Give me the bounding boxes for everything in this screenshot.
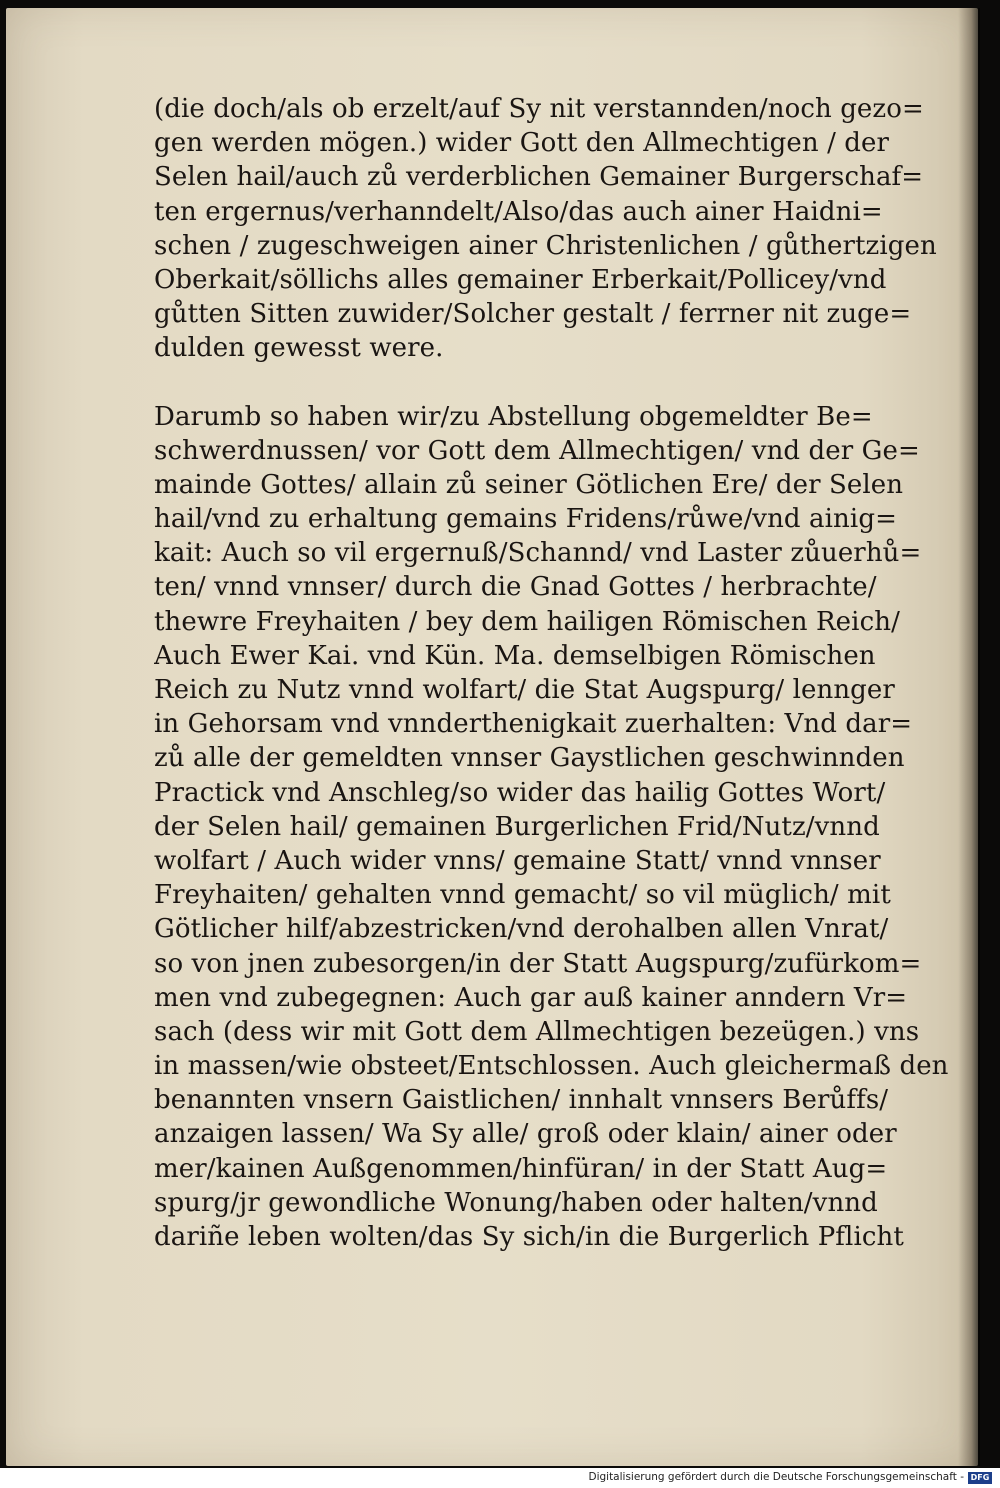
text-line: gen werden mögen.) wider Gott den Allmechtigen / der: [154, 128, 890, 159]
text-line: mainde Gottes/ allain zů seiner Götlichen Ere/ der Selen: [154, 469, 904, 500]
text-line: (die doch/als ob erzelt/auf Sy nit verstannden/noch gezo=: [154, 94, 924, 124]
text-line: spurg/jr gewondliche Wonung/haben oder halten/vnnd: [154, 1187, 878, 1218]
text-line: schen / zugeschweigen ainer Christenlichen / gůthertzigen: [154, 230, 937, 261]
text-line: mer/kainen Außgenommen/hinfüran/ in der Statt Aug=: [154, 1153, 888, 1184]
paragraph-1: [154, 92, 954, 366]
text-line: Practick vnd Anschleg/so wider das hailig Gottes Wort/: [154, 777, 886, 808]
text-line: in Gehorsam vnd vnnderthenigkait zuerhalten: Vnd dar=: [154, 709, 913, 740]
text-line: der Selen hail/ gemainen Burgerlichen Frid/Nutz/vnnd: [154, 811, 880, 842]
text-line: ten ergernus/verhanndelt/Also/das auch ainer Haidni=: [154, 196, 883, 227]
text-line: hail/vnd zu erhaltung gemains Fridens/růwe/vnd ainig=: [154, 504, 897, 535]
text-line: Reich zu Nutz vnnd wolfart/ die Stat Augspurg/ lennger: [154, 675, 895, 705]
text-line: wolfart / Auch wider vnns/ gemaine Statt/ vnnd vnnser: [154, 845, 881, 876]
text-line: dariñe leben wolten/das Sy sich/in die Burgerlich Pflicht: [154, 1222, 904, 1252]
text-line: in massen/wie obsteet/Entschlossen. Auch gleichermaß den: [154, 1051, 949, 1082]
dfg-logo: DFG: [968, 1472, 992, 1484]
text-line: Auch Ewer Kai. vnd Kün. Ma. demselbigen Römischen: [154, 640, 876, 671]
text-line: Darumb so haben wir/zu Abstellung obgemeldter Be=: [154, 401, 873, 432]
text-line: Freyhaiten/ gehalten vnnd gemacht/ so vil müglich/ mit: [154, 880, 891, 911]
text-line: sach (dess wir mit Gott dem Allmechtigen bezeügen.) vns: [154, 1016, 920, 1047]
text-line: thewre Freyhaiten / bey dem hailigen Römischen Reich/: [154, 606, 900, 637]
text-line: Selen hail/auch zů verderblichen Gemainer Burgerschaf=: [154, 162, 924, 193]
text-line: gůtten Sitten zuwider/Solcher gestalt / ferrner nit zuge=: [154, 299, 912, 330]
paragraph-gap: [154, 366, 954, 400]
text-line: Götlicher hilf/abzestricken/vnd derohalben allen Vnrat/: [154, 914, 889, 945]
text-line: benannten vnsern Gaistlichen/ innhalt vnnsers Berůffs/: [154, 1085, 889, 1116]
text-line: so von jnen zubesorgen/in der Statt Augspurg/zufürkom=: [154, 948, 922, 979]
text-line: Oberkait/söllichs alles gemainer Erberkait/Pollicey/vnd: [154, 264, 887, 295]
text-line: zů alle der gemeldten vnnser Gaystlichen geschwinnden: [154, 743, 905, 774]
funding-credit: Digitalisierung gefördert durch die Deutsche Forschungsgemeinschaft -: [588, 1471, 964, 1483]
page-text: [154, 92, 954, 1254]
text-line: anzaigen lassen/ Wa Sy alle/ groß oder klain/ ainer oder: [154, 1119, 897, 1150]
footer-bar: [0, 1468, 1000, 1488]
text-line: ten/ vnnd vnnser/ durch die Gnad Gottes / herbrachte/: [154, 572, 877, 603]
text-line: schwerdnussen/ vor Gott dem Allmechtigen/ vnd der Ge=: [154, 435, 920, 466]
text-line: kait: Auch so vil ergernuß/Schannd/ vnd Laster zůuerhů=: [154, 538, 922, 569]
paragraph-2: [154, 400, 954, 1255]
text-line: men vnd zubegegnen: Auch gar auß kainer anndern Vr=: [154, 982, 908, 1013]
text-line: dulden gewesst were.: [154, 333, 444, 364]
